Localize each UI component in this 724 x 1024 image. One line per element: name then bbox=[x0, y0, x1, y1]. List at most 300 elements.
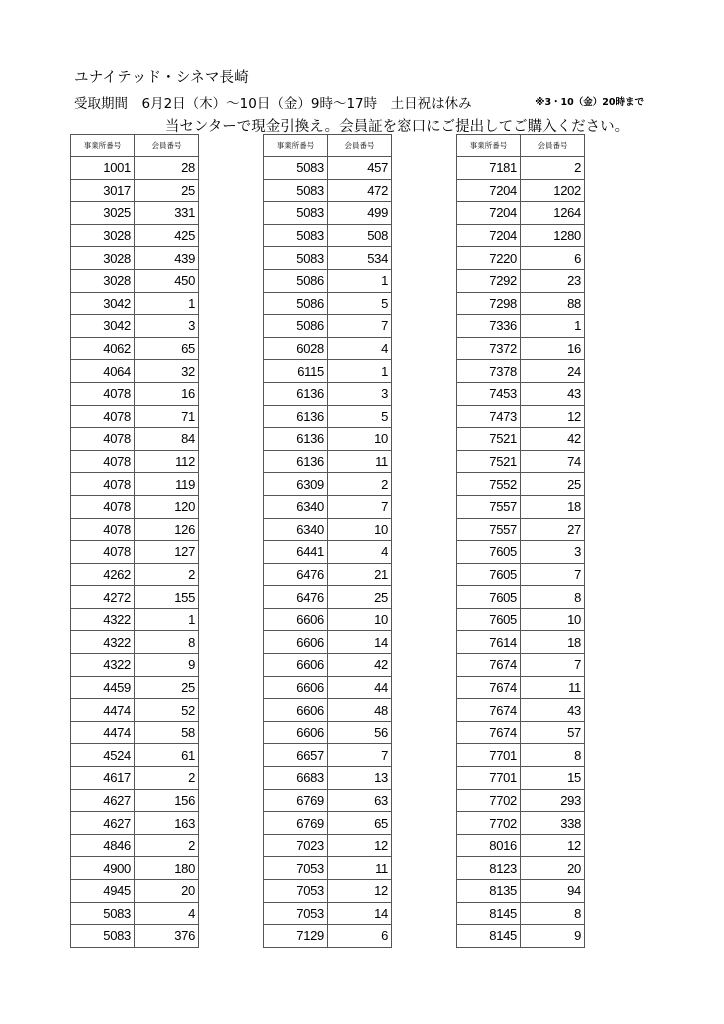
table-row bbox=[457, 518, 585, 541]
table-row bbox=[71, 902, 199, 925]
member-number-cell: 8 bbox=[521, 744, 585, 767]
table-row bbox=[457, 247, 585, 270]
table-row bbox=[71, 179, 199, 202]
member-table-3 bbox=[456, 134, 585, 948]
member-number-cell: 71 bbox=[135, 405, 199, 428]
table-row bbox=[71, 382, 199, 405]
office-number-cell: 7053 bbox=[264, 902, 328, 925]
table-row bbox=[457, 473, 585, 496]
office-number-cell: 7129 bbox=[264, 925, 328, 948]
member-number-cell: 25 bbox=[328, 586, 392, 609]
office-number-cell: 7674 bbox=[457, 699, 521, 722]
exchange-notice bbox=[0, 115, 724, 136]
member-number-cell: 84 bbox=[135, 428, 199, 451]
member-number-cell: 7 bbox=[521, 563, 585, 586]
office-number-cell: 8145 bbox=[457, 925, 521, 948]
office-number-cell: 6115 bbox=[264, 360, 328, 383]
member-number-cell: 21 bbox=[328, 563, 392, 586]
office-number-cell: 7701 bbox=[457, 744, 521, 767]
table-row bbox=[457, 224, 585, 247]
table-row bbox=[71, 269, 199, 292]
table-row bbox=[457, 631, 585, 654]
member-number-cell: 7 bbox=[521, 654, 585, 677]
member-number-cell: 7 bbox=[328, 495, 392, 518]
member-number-cell: 4 bbox=[135, 902, 199, 925]
office-number-cell: 6340 bbox=[264, 495, 328, 518]
table-row bbox=[457, 721, 585, 744]
office-number-cell: 7674 bbox=[457, 721, 521, 744]
office-number-cell: 4900 bbox=[71, 857, 135, 880]
office-number-cell: 7614 bbox=[457, 631, 521, 654]
member-number-cell: 32 bbox=[135, 360, 199, 383]
office-number-cell: 4078 bbox=[71, 405, 135, 428]
member-number-cell: 94 bbox=[521, 880, 585, 903]
table-row bbox=[71, 699, 199, 722]
member-number-cell: 293 bbox=[521, 789, 585, 812]
table-row bbox=[457, 812, 585, 835]
table-row bbox=[264, 360, 392, 383]
member-number-cell: 14 bbox=[328, 902, 392, 925]
table-row bbox=[71, 721, 199, 744]
member-number-cell: 14 bbox=[328, 631, 392, 654]
member-number-cell: 42 bbox=[521, 428, 585, 451]
member-number-cell: 20 bbox=[135, 880, 199, 903]
member-number-cell: 65 bbox=[328, 812, 392, 835]
table-row bbox=[457, 292, 585, 315]
office-number-cell: 4617 bbox=[71, 767, 135, 790]
office-number-cell: 7372 bbox=[457, 337, 521, 360]
member-number-cell: 1202 bbox=[521, 179, 585, 202]
member-number-cell: 57 bbox=[521, 721, 585, 744]
table-row bbox=[264, 224, 392, 247]
office-number-cell: 7181 bbox=[457, 157, 521, 180]
member-number-cell: 11 bbox=[521, 676, 585, 699]
office-number-cell: 6476 bbox=[264, 563, 328, 586]
table-row bbox=[71, 563, 199, 586]
member-number-cell: 58 bbox=[135, 721, 199, 744]
office-number-cell: 4322 bbox=[71, 608, 135, 631]
office-number-cell: 4078 bbox=[71, 382, 135, 405]
member-number-cell: 331 bbox=[135, 202, 199, 225]
member-number-cell: 6 bbox=[328, 925, 392, 948]
table-row bbox=[264, 654, 392, 677]
member-number-cell: 12 bbox=[328, 880, 392, 903]
table-row bbox=[264, 902, 392, 925]
table-header-row bbox=[71, 135, 199, 157]
office-number-cell: 5083 bbox=[71, 902, 135, 925]
table-row bbox=[457, 880, 585, 903]
office-number-cell: 4272 bbox=[71, 586, 135, 609]
member-number-cell: 5 bbox=[328, 405, 392, 428]
table-row bbox=[264, 269, 392, 292]
office-number-cell: 7204 bbox=[457, 179, 521, 202]
office-number-cell: 7023 bbox=[264, 834, 328, 857]
office-number-cell: 6136 bbox=[264, 382, 328, 405]
table-row bbox=[264, 586, 392, 609]
office-number-cell: 6606 bbox=[264, 631, 328, 654]
receipt-period: 受取期間 6月2日（木）～10日（金）9時～17時 土日祝は休み bbox=[74, 96, 472, 112]
office-number-cell: 4078 bbox=[71, 518, 135, 541]
office-number-cell: 1001 bbox=[71, 157, 135, 180]
member-number-cell: 25 bbox=[135, 179, 199, 202]
office-number-cell: 4474 bbox=[71, 721, 135, 744]
office-number-cell: 7557 bbox=[457, 518, 521, 541]
member-number-cell: 18 bbox=[521, 631, 585, 654]
member-number-cell: 376 bbox=[135, 925, 199, 948]
office-number-cell: 4846 bbox=[71, 834, 135, 857]
table-row bbox=[264, 563, 392, 586]
office-number-cell: 5083 bbox=[264, 157, 328, 180]
member-number-cell: 11 bbox=[328, 450, 392, 473]
office-number-cell: 3028 bbox=[71, 224, 135, 247]
member-number-cell: 8 bbox=[135, 631, 199, 654]
member-number-cell: 25 bbox=[135, 676, 199, 699]
table-row bbox=[457, 360, 585, 383]
member-number-cell: 52 bbox=[135, 699, 199, 722]
member-number-cell: 42 bbox=[328, 654, 392, 677]
member-number-cell: 1264 bbox=[521, 202, 585, 225]
member-number-cell: 472 bbox=[328, 179, 392, 202]
member-number-cell: 5 bbox=[328, 292, 392, 315]
member-number-cell: 8 bbox=[521, 586, 585, 609]
office-number-cell: 7605 bbox=[457, 586, 521, 609]
member-number-cell: 3 bbox=[521, 541, 585, 564]
table-row bbox=[264, 202, 392, 225]
table-row bbox=[71, 880, 199, 903]
member-number-cell: 3 bbox=[328, 382, 392, 405]
member-number-cell: 74 bbox=[521, 450, 585, 473]
office-number-cell: 6340 bbox=[264, 518, 328, 541]
table-row bbox=[264, 699, 392, 722]
office-number-cell: 4078 bbox=[71, 473, 135, 496]
member-number-cell: 450 bbox=[135, 269, 199, 292]
member-number-cell: 155 bbox=[135, 586, 199, 609]
table-row bbox=[457, 586, 585, 609]
office-number-cell: 7220 bbox=[457, 247, 521, 270]
table-row bbox=[71, 608, 199, 631]
office-number-cell: 8016 bbox=[457, 834, 521, 857]
member-number-cell: 10 bbox=[328, 608, 392, 631]
member-number-cell: 15 bbox=[521, 767, 585, 790]
table-row bbox=[71, 337, 199, 360]
member-number-cell: 2 bbox=[328, 473, 392, 496]
table-row bbox=[264, 925, 392, 948]
member-number-cell: 20 bbox=[521, 857, 585, 880]
table-row bbox=[71, 518, 199, 541]
member-number-cell: 7 bbox=[328, 744, 392, 767]
office-number-cell: 7521 bbox=[457, 450, 521, 473]
office-number-cell: 5083 bbox=[71, 925, 135, 948]
table-row bbox=[264, 834, 392, 857]
table-row bbox=[457, 428, 585, 451]
table-row bbox=[264, 495, 392, 518]
office-number-cell: 6028 bbox=[264, 337, 328, 360]
table-row bbox=[457, 337, 585, 360]
member-number-cell: 425 bbox=[135, 224, 199, 247]
member-number-cell: 508 bbox=[328, 224, 392, 247]
member-number-cell: 9 bbox=[521, 925, 585, 948]
table-row bbox=[71, 360, 199, 383]
office-number-cell: 4474 bbox=[71, 699, 135, 722]
office-number-cell: 4322 bbox=[71, 654, 135, 677]
member-number-cell: 16 bbox=[135, 382, 199, 405]
table-row bbox=[264, 315, 392, 338]
office-number-cell: 3028 bbox=[71, 269, 135, 292]
member-number-cell: 11 bbox=[328, 857, 392, 880]
office-number-cell: 6769 bbox=[264, 812, 328, 835]
table-row bbox=[71, 495, 199, 518]
office-number-cell: 3042 bbox=[71, 315, 135, 338]
table-row bbox=[457, 676, 585, 699]
office-number-cell: 6606 bbox=[264, 676, 328, 699]
office-number-cell: 4078 bbox=[71, 495, 135, 518]
member-number-header: 会員番号 bbox=[521, 135, 585, 157]
office-number-cell: 7701 bbox=[457, 767, 521, 790]
table-row bbox=[71, 405, 199, 428]
office-number-header: 事業所番号 bbox=[264, 135, 328, 157]
table-row bbox=[264, 179, 392, 202]
member-number-cell: 119 bbox=[135, 473, 199, 496]
table-row bbox=[457, 857, 585, 880]
office-number-cell: 7204 bbox=[457, 202, 521, 225]
office-number-cell: 7378 bbox=[457, 360, 521, 383]
table-row bbox=[71, 857, 199, 880]
office-number-cell: 7702 bbox=[457, 812, 521, 835]
office-number-header: 事業所番号 bbox=[457, 135, 521, 157]
table-row bbox=[264, 608, 392, 631]
office-number-cell: 6476 bbox=[264, 586, 328, 609]
member-table-2 bbox=[263, 134, 392, 948]
member-number-cell: 127 bbox=[135, 541, 199, 564]
member-number-header: 会員番号 bbox=[328, 135, 392, 157]
office-number-cell: 7204 bbox=[457, 224, 521, 247]
table-row bbox=[264, 676, 392, 699]
table-row bbox=[457, 744, 585, 767]
office-number-cell: 7605 bbox=[457, 541, 521, 564]
member-number-cell: 338 bbox=[521, 812, 585, 835]
office-number-cell: 7292 bbox=[457, 269, 521, 292]
table-row bbox=[71, 450, 199, 473]
office-number-cell: 7053 bbox=[264, 880, 328, 903]
member-number-cell: 43 bbox=[521, 382, 585, 405]
table-header-row bbox=[264, 135, 392, 157]
table-row bbox=[457, 834, 585, 857]
office-number-cell: 7053 bbox=[264, 857, 328, 880]
table-row bbox=[71, 925, 199, 948]
table-row bbox=[457, 269, 585, 292]
table-row bbox=[457, 495, 585, 518]
office-number-cell: 4459 bbox=[71, 676, 135, 699]
member-number-cell: 48 bbox=[328, 699, 392, 722]
member-number-cell: 1 bbox=[135, 608, 199, 631]
table-row bbox=[264, 767, 392, 790]
member-number-cell: 12 bbox=[521, 834, 585, 857]
office-number-cell: 4945 bbox=[71, 880, 135, 903]
office-number-cell: 6657 bbox=[264, 744, 328, 767]
member-number-cell: 23 bbox=[521, 269, 585, 292]
office-number-cell: 7298 bbox=[457, 292, 521, 315]
member-number-cell: 28 bbox=[135, 157, 199, 180]
member-number-cell: 1 bbox=[521, 315, 585, 338]
table-row bbox=[457, 405, 585, 428]
table-row bbox=[457, 608, 585, 631]
member-number-cell: 18 bbox=[521, 495, 585, 518]
office-number-cell: 7453 bbox=[457, 382, 521, 405]
table-row bbox=[71, 473, 199, 496]
member-number-cell: 44 bbox=[328, 676, 392, 699]
table-row bbox=[264, 157, 392, 180]
member-number-cell: 27 bbox=[521, 518, 585, 541]
member-table-1 bbox=[70, 134, 199, 948]
office-number-cell: 4322 bbox=[71, 631, 135, 654]
office-number-cell: 5083 bbox=[264, 179, 328, 202]
table-row bbox=[71, 834, 199, 857]
member-number-cell: 16 bbox=[521, 337, 585, 360]
office-number-cell: 6136 bbox=[264, 405, 328, 428]
table-row bbox=[71, 676, 199, 699]
member-number-cell: 12 bbox=[328, 834, 392, 857]
table-row bbox=[457, 541, 585, 564]
exchange-notice-text: 当センターで現金引換え。会員証を窓口にご提出してご購入ください。 bbox=[164, 119, 630, 135]
office-number-cell: 7336 bbox=[457, 315, 521, 338]
member-number-cell: 120 bbox=[135, 495, 199, 518]
table-row bbox=[71, 654, 199, 677]
member-number-cell: 7 bbox=[328, 315, 392, 338]
office-number-cell: 3017 bbox=[71, 179, 135, 202]
table-row bbox=[457, 767, 585, 790]
office-number-cell: 4078 bbox=[71, 450, 135, 473]
table-row bbox=[71, 541, 199, 564]
table-row bbox=[71, 157, 199, 180]
member-number-cell: 3 bbox=[135, 315, 199, 338]
office-number-cell: 6606 bbox=[264, 699, 328, 722]
member-number-cell: 1 bbox=[328, 269, 392, 292]
member-number-header: 会員番号 bbox=[135, 135, 199, 157]
table-row bbox=[457, 157, 585, 180]
member-number-cell: 12 bbox=[521, 405, 585, 428]
office-number-cell: 4262 bbox=[71, 563, 135, 586]
table-row bbox=[457, 315, 585, 338]
member-number-cell: 9 bbox=[135, 654, 199, 677]
office-number-cell: 4078 bbox=[71, 541, 135, 564]
office-number-cell: 3042 bbox=[71, 292, 135, 315]
table-row bbox=[71, 767, 199, 790]
office-number-cell: 7552 bbox=[457, 473, 521, 496]
member-number-cell: 10 bbox=[328, 428, 392, 451]
office-number-cell: 6606 bbox=[264, 654, 328, 677]
table-row bbox=[71, 586, 199, 609]
table-row bbox=[457, 789, 585, 812]
table-row bbox=[264, 382, 392, 405]
office-number-cell: 6769 bbox=[264, 789, 328, 812]
table-row bbox=[71, 744, 199, 767]
office-number-cell: 5083 bbox=[264, 224, 328, 247]
member-number-cell: 180 bbox=[135, 857, 199, 880]
table-row bbox=[457, 450, 585, 473]
member-number-cell: 8 bbox=[521, 902, 585, 925]
office-number-cell: 5086 bbox=[264, 269, 328, 292]
table-row bbox=[71, 428, 199, 451]
office-number-cell: 7521 bbox=[457, 428, 521, 451]
member-number-cell: 1 bbox=[328, 360, 392, 383]
office-number-cell: 3025 bbox=[71, 202, 135, 225]
table-body bbox=[264, 157, 392, 948]
member-number-cell: 6 bbox=[521, 247, 585, 270]
office-number-cell: 4078 bbox=[71, 428, 135, 451]
member-number-cell: 126 bbox=[135, 518, 199, 541]
table-row bbox=[264, 247, 392, 270]
member-number-cell: 2 bbox=[521, 157, 585, 180]
office-number-cell: 7674 bbox=[457, 654, 521, 677]
office-number-cell: 5086 bbox=[264, 315, 328, 338]
table-row bbox=[264, 880, 392, 903]
member-number-cell: 457 bbox=[328, 157, 392, 180]
member-number-cell: 2 bbox=[135, 767, 199, 790]
member-number-cell: 2 bbox=[135, 834, 199, 857]
table-body bbox=[71, 157, 199, 948]
office-number-cell: 7557 bbox=[457, 495, 521, 518]
table-row bbox=[264, 428, 392, 451]
table-row bbox=[264, 473, 392, 496]
office-number-cell: 6309 bbox=[264, 473, 328, 496]
table-row bbox=[264, 789, 392, 812]
table-row bbox=[264, 744, 392, 767]
member-number-cell: 10 bbox=[521, 608, 585, 631]
table-header-row bbox=[457, 135, 585, 157]
table-row bbox=[457, 654, 585, 677]
table-row bbox=[264, 405, 392, 428]
member-number-cell: 25 bbox=[521, 473, 585, 496]
office-number-cell: 4064 bbox=[71, 360, 135, 383]
table-row bbox=[71, 224, 199, 247]
table-row bbox=[264, 857, 392, 880]
office-number-header: 事業所番号 bbox=[71, 135, 135, 157]
office-number-cell: 4524 bbox=[71, 744, 135, 767]
office-number-cell: 6683 bbox=[264, 767, 328, 790]
table-row bbox=[264, 812, 392, 835]
member-number-cell: 56 bbox=[328, 721, 392, 744]
office-number-cell: 8123 bbox=[457, 857, 521, 880]
table-row bbox=[457, 902, 585, 925]
member-number-cell: 4 bbox=[328, 541, 392, 564]
member-number-cell: 43 bbox=[521, 699, 585, 722]
office-number-cell: 7605 bbox=[457, 563, 521, 586]
office-number-cell: 4627 bbox=[71, 789, 135, 812]
member-number-cell: 13 bbox=[328, 767, 392, 790]
member-number-cell: 24 bbox=[521, 360, 585, 383]
table-body bbox=[457, 157, 585, 948]
member-number-cell: 4 bbox=[328, 337, 392, 360]
office-number-cell: 7473 bbox=[457, 405, 521, 428]
member-number-cell: 1 bbox=[135, 292, 199, 315]
office-number-cell: 4062 bbox=[71, 337, 135, 360]
receipt-period-row bbox=[74, 92, 644, 112]
member-number-cell: 63 bbox=[328, 789, 392, 812]
table-row bbox=[71, 202, 199, 225]
member-number-cell: 1280 bbox=[521, 224, 585, 247]
table-row bbox=[264, 337, 392, 360]
table-row bbox=[457, 699, 585, 722]
office-number-cell: 6606 bbox=[264, 721, 328, 744]
member-number-cell: 439 bbox=[135, 247, 199, 270]
office-number-cell: 8145 bbox=[457, 902, 521, 925]
member-number-cell: 10 bbox=[328, 518, 392, 541]
office-number-cell: 6606 bbox=[264, 608, 328, 631]
table-row bbox=[457, 563, 585, 586]
member-number-cell: 156 bbox=[135, 789, 199, 812]
table-row bbox=[457, 925, 585, 948]
table-row bbox=[71, 631, 199, 654]
